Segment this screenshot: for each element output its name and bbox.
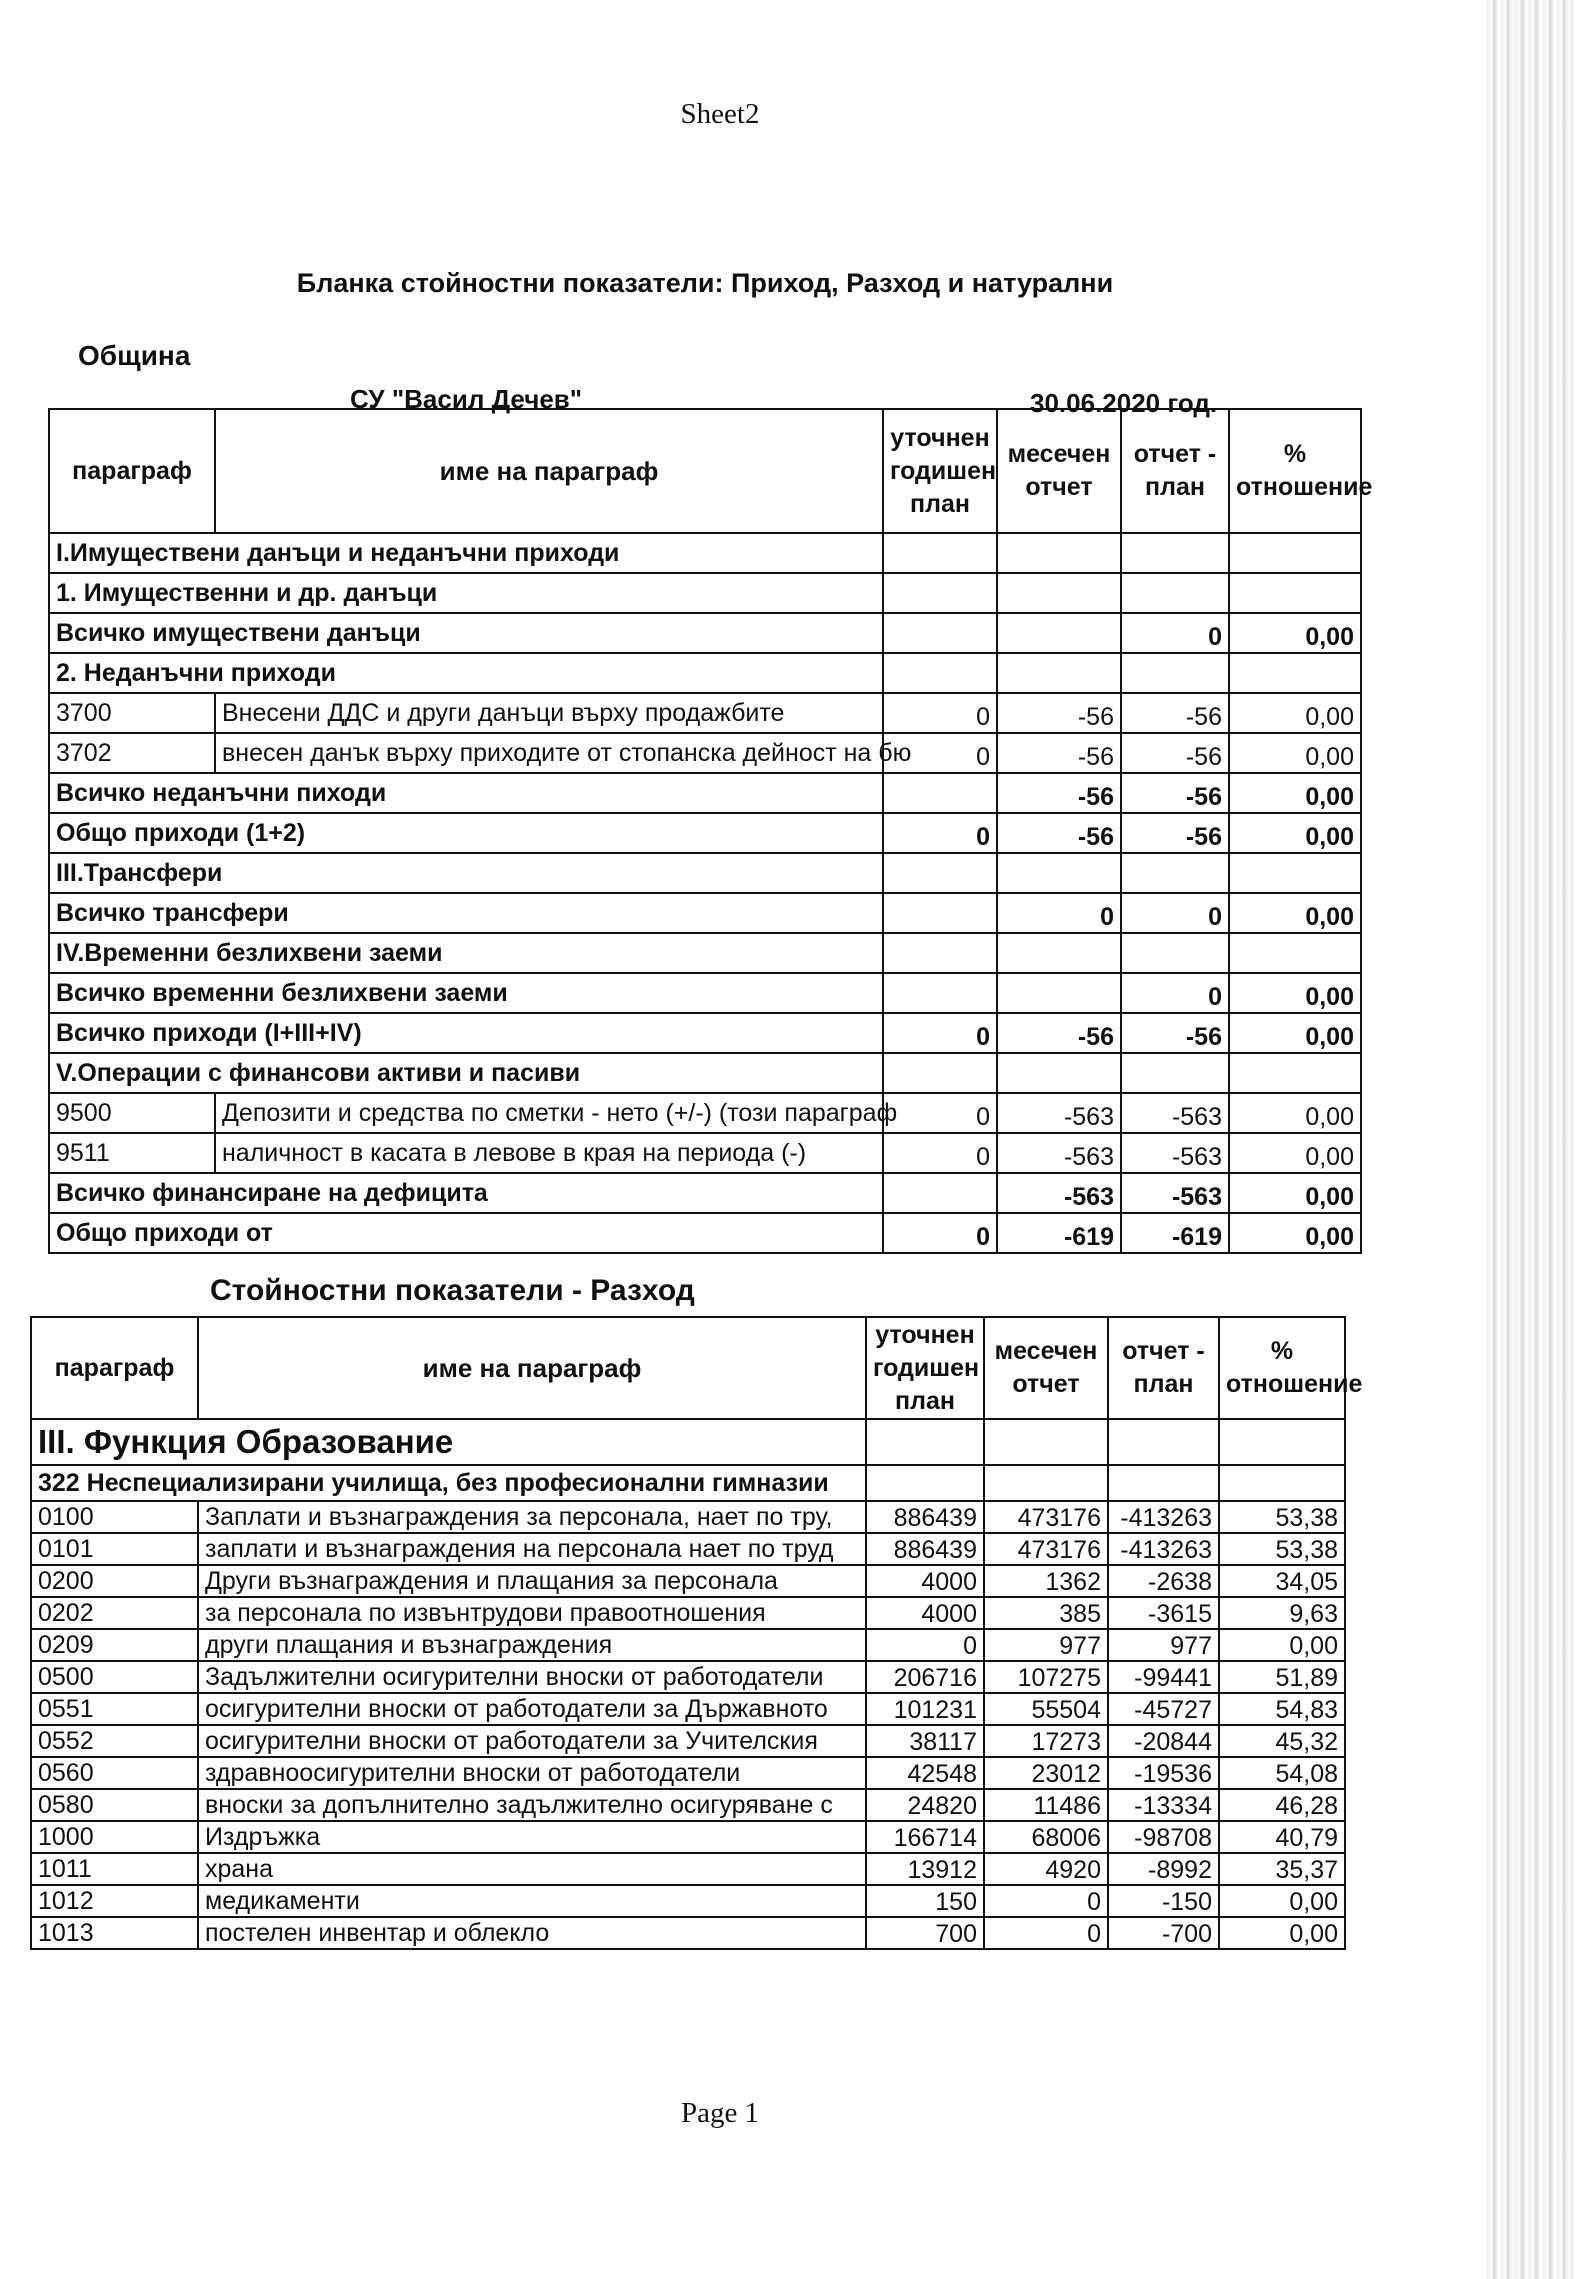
cell-percent: 54,83 xyxy=(1219,1693,1345,1725)
paragraph-name: Внесени ДДС и други данъци върху продажбите xyxy=(215,693,883,733)
table-row xyxy=(49,1173,1361,1213)
paragraph-code: 9511 xyxy=(49,1133,215,1173)
table-row xyxy=(49,893,1361,933)
row-label: 1. Имущественни и др. данъци xyxy=(49,573,883,613)
header-name: име на параграф xyxy=(215,409,883,533)
cell-percent: 34,05 xyxy=(1219,1565,1345,1597)
cell-diff: 977 xyxy=(1108,1629,1219,1661)
form-title: Бланка стойностни показатели: Приход, Разход и натурални xyxy=(296,268,1114,298)
row-label: 2. Неданъчни приходи xyxy=(49,653,883,693)
paragraph-code: 1011 xyxy=(31,1853,198,1885)
table-row xyxy=(49,773,1361,813)
cell-monthly: 4920 xyxy=(984,1853,1108,1885)
expense-table-body xyxy=(31,1419,1345,1949)
subfunction-label: 322 Неспециализирани училища, без професионални гимназии xyxy=(31,1465,866,1501)
cell-monthly: 1362 xyxy=(984,1565,1108,1597)
income-table-body xyxy=(49,533,1361,1253)
cell-percent: 0,00 xyxy=(1229,773,1361,813)
row-label: Всичко неданъчни пиходи xyxy=(49,773,883,813)
header-plan: уточнен годишен план xyxy=(866,1317,984,1419)
row-label: I.Имуществени данъци и неданъчни приходи xyxy=(49,533,883,573)
cell-plan xyxy=(883,533,997,573)
row-label: Общо приходи (1+2) xyxy=(49,813,883,853)
cell-plan xyxy=(883,653,997,693)
paragraph-name: Заплати и възнаграждения за персонала, нает по тру, xyxy=(198,1501,866,1533)
cell-monthly: 107275 xyxy=(984,1661,1108,1693)
cell-diff: -56 xyxy=(1121,773,1229,813)
paragraph-name: Други възнаграждения и плащания за персонала xyxy=(198,1565,866,1597)
row-label: III.Трансфери xyxy=(49,853,883,893)
paragraph-name: наличност в касата в левове в края на периода (-) xyxy=(215,1133,883,1173)
cell-plan: 101231 xyxy=(866,1693,984,1725)
cell-percent: 0,00 xyxy=(1229,733,1361,773)
cell-monthly xyxy=(997,533,1121,573)
cell-diff: -563 xyxy=(1121,1173,1229,1213)
cell-diff: 0 xyxy=(1121,973,1229,1013)
table-row xyxy=(49,1093,1361,1133)
cell-diff: -700 xyxy=(1108,1917,1219,1949)
header-monthly: месечен отчет xyxy=(997,409,1121,533)
cell-plan: 886439 xyxy=(866,1533,984,1565)
cell-monthly: 473176 xyxy=(984,1501,1108,1533)
paragraph-code: 0100 xyxy=(31,1501,198,1533)
header-diff: отчет - план xyxy=(1121,409,1229,533)
table-row xyxy=(49,1053,1361,1093)
row-label: V.Операции с финансови активи и пасиви xyxy=(49,1053,883,1093)
table-row xyxy=(49,533,1361,573)
paragraph-name: за персонала по извънтрудови правоотношения xyxy=(198,1597,866,1629)
sheet-title: Sheet2 xyxy=(680,98,760,130)
cell-percent xyxy=(1229,1053,1361,1093)
table-row xyxy=(31,1757,1345,1789)
cell-diff: -45727 xyxy=(1108,1693,1219,1725)
row-label: Всичко финансиране на дефицита xyxy=(49,1173,883,1213)
cell-percent: 0,00 xyxy=(1229,893,1361,933)
table-row xyxy=(49,613,1361,653)
paragraph-code: 0560 xyxy=(31,1757,198,1789)
cell-percent: 0,00 xyxy=(1229,813,1361,853)
cell-plan: 42548 xyxy=(866,1757,984,1789)
table-row xyxy=(49,733,1361,773)
cell-percent xyxy=(1229,933,1361,973)
paragraph-code: 0551 xyxy=(31,1693,198,1725)
cell-monthly: 0 xyxy=(997,893,1121,933)
cell-percent: 0,00 xyxy=(1219,1629,1345,1661)
paragraph-code: 0209 xyxy=(31,1629,198,1661)
paragraph-code: 3700 xyxy=(49,693,215,733)
header-paragraph: параграф xyxy=(49,409,215,533)
cell-monthly xyxy=(997,653,1121,693)
cell-percent: 0,00 xyxy=(1229,973,1361,1013)
header-percent: % отношение xyxy=(1229,409,1361,533)
cell-diff: -13334 xyxy=(1108,1789,1219,1821)
paragraph-code: 0200 xyxy=(31,1565,198,1597)
table-row xyxy=(31,1533,1345,1565)
expense-section-title: Стойностни показатели - Разход xyxy=(210,1274,695,1307)
cell-plan: 886439 xyxy=(866,1501,984,1533)
table-row xyxy=(49,573,1361,613)
table-row xyxy=(31,1789,1345,1821)
paragraph-name: други плащания и възнаграждения xyxy=(198,1629,866,1661)
cell-diff xyxy=(1121,573,1229,613)
table-row xyxy=(49,1013,1361,1053)
cell-plan xyxy=(883,853,997,893)
cell-monthly: -563 xyxy=(997,1173,1121,1213)
paragraph-name: внесен данък върху приходите от стопанска дейност на бю xyxy=(215,733,883,773)
cell-plan xyxy=(883,613,997,653)
function-label: III. Функция Образование xyxy=(31,1419,866,1465)
cell-monthly xyxy=(997,1053,1121,1093)
table-row xyxy=(49,1213,1361,1253)
row-label: Всичко временни безлихвени заеми xyxy=(49,973,883,1013)
header-paragraph: параграф xyxy=(31,1317,198,1419)
cell-monthly: 55504 xyxy=(984,1693,1108,1725)
cell-diff: -150 xyxy=(1108,1885,1219,1917)
paragraph-name: осигурителни вноски от работодатели за Държавното xyxy=(198,1693,866,1725)
cell-plan: 0 xyxy=(883,1013,997,1053)
table-row xyxy=(31,1565,1345,1597)
cell-diff: -563 xyxy=(1121,1133,1229,1173)
row-label: Всичко приходи (I+III+IV) xyxy=(49,1013,883,1053)
table-row xyxy=(49,1133,1361,1173)
cell-monthly xyxy=(997,933,1121,973)
cell-diff: 0 xyxy=(1121,893,1229,933)
cell-diff xyxy=(1121,653,1229,693)
cell-diff: -98708 xyxy=(1108,1821,1219,1853)
cell-monthly: 11486 xyxy=(984,1789,1108,1821)
paragraph-code: 3702 xyxy=(49,733,215,773)
cell-plan xyxy=(883,573,997,613)
cell-diff xyxy=(1121,1053,1229,1093)
table-row xyxy=(49,813,1361,853)
table-row xyxy=(31,1725,1345,1757)
cell-percent: 0,00 xyxy=(1229,1173,1361,1213)
cell-percent xyxy=(1229,533,1361,573)
cell-diff xyxy=(1121,853,1229,893)
cell-monthly xyxy=(997,853,1121,893)
cell-plan xyxy=(883,773,997,813)
cell-plan xyxy=(883,933,997,973)
paragraph-name: Издръжка xyxy=(198,1821,866,1853)
table-row xyxy=(49,693,1361,733)
table-row xyxy=(31,1661,1345,1693)
cell-monthly: 68006 xyxy=(984,1821,1108,1853)
table-row xyxy=(31,1501,1345,1533)
cell-monthly: 0 xyxy=(984,1885,1108,1917)
cell-diff: -619 xyxy=(1121,1213,1229,1253)
cell-monthly xyxy=(997,973,1121,1013)
cell-percent xyxy=(1229,573,1361,613)
cell-monthly: 17273 xyxy=(984,1725,1108,1757)
cell-monthly: 23012 xyxy=(984,1757,1108,1789)
cell-diff: -3615 xyxy=(1108,1597,1219,1629)
paragraph-code: 0552 xyxy=(31,1725,198,1757)
cell-plan: 0 xyxy=(883,733,997,773)
cell-plan: 4000 xyxy=(866,1565,984,1597)
cell-percent: 53,38 xyxy=(1219,1533,1345,1565)
cell-plan: 24820 xyxy=(866,1789,984,1821)
cell-percent: 0,00 xyxy=(1229,693,1361,733)
header-monthly: месечен отчет xyxy=(984,1317,1108,1419)
cell-diff: -563 xyxy=(1121,1093,1229,1133)
cell-monthly: 0 xyxy=(984,1917,1108,1949)
cell-percent: 45,32 xyxy=(1219,1725,1345,1757)
cell-plan: 38117 xyxy=(866,1725,984,1757)
cell-percent: 0,00 xyxy=(1229,1013,1361,1053)
cell-percent: 9,63 xyxy=(1219,1597,1345,1629)
cell-monthly: -56 xyxy=(997,813,1121,853)
cell-monthly: -56 xyxy=(997,1013,1121,1053)
header-plan: уточнен годишен план xyxy=(883,409,997,533)
cell-monthly: -56 xyxy=(997,733,1121,773)
table-row xyxy=(31,1629,1345,1661)
function-row xyxy=(31,1419,1345,1465)
cell-percent: 0,00 xyxy=(1229,1213,1361,1253)
cell-percent: 0,00 xyxy=(1229,613,1361,653)
cell-monthly: 385 xyxy=(984,1597,1108,1629)
cell-plan: 0 xyxy=(866,1629,984,1661)
cell-monthly: -563 xyxy=(997,1093,1121,1133)
header-diff: отчет - план xyxy=(1108,1317,1219,1419)
cell-percent: 0,00 xyxy=(1219,1885,1345,1917)
cell-plan xyxy=(883,1053,997,1093)
cell-monthly: -56 xyxy=(997,773,1121,813)
cell-monthly: -619 xyxy=(997,1213,1121,1253)
cell-diff: -413263 xyxy=(1108,1533,1219,1565)
cell-plan xyxy=(883,1173,997,1213)
cell-diff xyxy=(1121,533,1229,573)
cell-plan: 0 xyxy=(883,1213,997,1253)
row-label: Общо приходи от xyxy=(49,1213,883,1253)
cell-diff: -99441 xyxy=(1108,1661,1219,1693)
cell-percent: 40,79 xyxy=(1219,1821,1345,1853)
paragraph-name: медикаменти xyxy=(198,1885,866,1917)
cell-plan: 166714 xyxy=(866,1821,984,1853)
income-table xyxy=(48,408,1373,1254)
table-row xyxy=(31,1853,1345,1885)
cell-diff: -413263 xyxy=(1108,1501,1219,1533)
paragraph-name: Депозити и средства по сметки - нето (+/-) (този параграф xyxy=(215,1093,883,1133)
expense-table xyxy=(30,1316,1363,1950)
cell-monthly xyxy=(997,573,1121,613)
table-row xyxy=(31,1821,1345,1853)
cell-diff: -20844 xyxy=(1108,1725,1219,1757)
municipality-label: Община xyxy=(78,340,191,371)
paragraph-code: 1013 xyxy=(31,1917,198,1949)
cell-percent: 53,38 xyxy=(1219,1501,1345,1533)
cell-percent xyxy=(1229,653,1361,693)
paragraph-code: 0500 xyxy=(31,1661,198,1693)
report-date: 30.06.2020 год. xyxy=(1030,388,1218,418)
paragraph-name: Задължителни осигурителни вноски от работодатели xyxy=(198,1661,866,1693)
cell-diff: -56 xyxy=(1121,693,1229,733)
row-label: Всичко имуществени данъци xyxy=(49,613,883,653)
cell-plan: 0 xyxy=(883,813,997,853)
subfunction-row xyxy=(31,1465,1345,1501)
row-label: Всичко трансфери xyxy=(49,893,883,933)
paragraph-name: постелен инвентар и облекло xyxy=(198,1917,866,1949)
cell-percent: 54,08 xyxy=(1219,1757,1345,1789)
cell-diff: -8992 xyxy=(1108,1853,1219,1885)
table-row xyxy=(31,1693,1345,1725)
cell-percent: 0,00 xyxy=(1229,1133,1361,1173)
cell-diff: -19536 xyxy=(1108,1757,1219,1789)
cell-monthly xyxy=(997,613,1121,653)
cell-diff: 0 xyxy=(1121,613,1229,653)
cell-monthly: 977 xyxy=(984,1629,1108,1661)
table-row xyxy=(31,1885,1345,1917)
cell-plan xyxy=(883,973,997,1013)
paragraph-code: 1000 xyxy=(31,1821,198,1853)
cell-diff xyxy=(1121,933,1229,973)
header-percent: % отношение xyxy=(1219,1317,1345,1419)
cell-percent: 0,00 xyxy=(1229,1093,1361,1133)
table-row xyxy=(49,653,1361,693)
cell-diff: -56 xyxy=(1121,733,1229,773)
cell-plan: 150 xyxy=(866,1885,984,1917)
paragraph-code: 0101 xyxy=(31,1533,198,1565)
cell-monthly: 473176 xyxy=(984,1533,1108,1565)
cell-percent: 46,28 xyxy=(1219,1789,1345,1821)
cell-percent: 0,00 xyxy=(1219,1917,1345,1949)
paragraph-name: заплати и възнаграждения на персонала нает по труд xyxy=(198,1533,866,1565)
table-row xyxy=(31,1917,1345,1949)
scan-edge-artifact xyxy=(1485,0,1575,2279)
cell-monthly: -56 xyxy=(997,693,1121,733)
cell-diff: -2638 xyxy=(1108,1565,1219,1597)
paragraph-name: осигурителни вноски от работодатели за Учителския xyxy=(198,1725,866,1757)
cell-plan xyxy=(883,893,997,933)
table-row xyxy=(49,973,1361,1013)
cell-percent xyxy=(1229,853,1361,893)
cell-plan: 206716 xyxy=(866,1661,984,1693)
paragraph-code: 0202 xyxy=(31,1597,198,1629)
paragraph-name: здравноосигурителни вноски от работодатели xyxy=(198,1757,866,1789)
cell-plan: 4000 xyxy=(866,1597,984,1629)
cell-plan: 700 xyxy=(866,1917,984,1949)
page-footer: Page 1 xyxy=(680,2097,760,2129)
row-label: IV.Временни безлихвени заеми xyxy=(49,933,883,973)
cell-plan: 0 xyxy=(883,693,997,733)
paragraph-name: вноски за допълнително задължително осигуряване с xyxy=(198,1789,866,1821)
cell-plan: 0 xyxy=(883,1133,997,1173)
cell-plan: 13912 xyxy=(866,1853,984,1885)
cell-monthly: -563 xyxy=(997,1133,1121,1173)
table-row xyxy=(49,853,1361,893)
table-row xyxy=(31,1597,1345,1629)
cell-diff: -56 xyxy=(1121,813,1229,853)
school-name: СУ "Васил Дечев" xyxy=(350,384,583,414)
paragraph-name: храна xyxy=(198,1853,866,1885)
cell-diff: -56 xyxy=(1121,1013,1229,1053)
paragraph-code: 9500 xyxy=(49,1093,215,1133)
paragraph-code: 1012 xyxy=(31,1885,198,1917)
cell-plan: 0 xyxy=(883,1093,997,1133)
table-row xyxy=(49,933,1361,973)
paragraph-code: 0580 xyxy=(31,1789,198,1821)
header-name: име на параграф xyxy=(198,1317,866,1419)
cell-percent: 51,89 xyxy=(1219,1661,1345,1693)
cell-percent: 35,37 xyxy=(1219,1853,1345,1885)
